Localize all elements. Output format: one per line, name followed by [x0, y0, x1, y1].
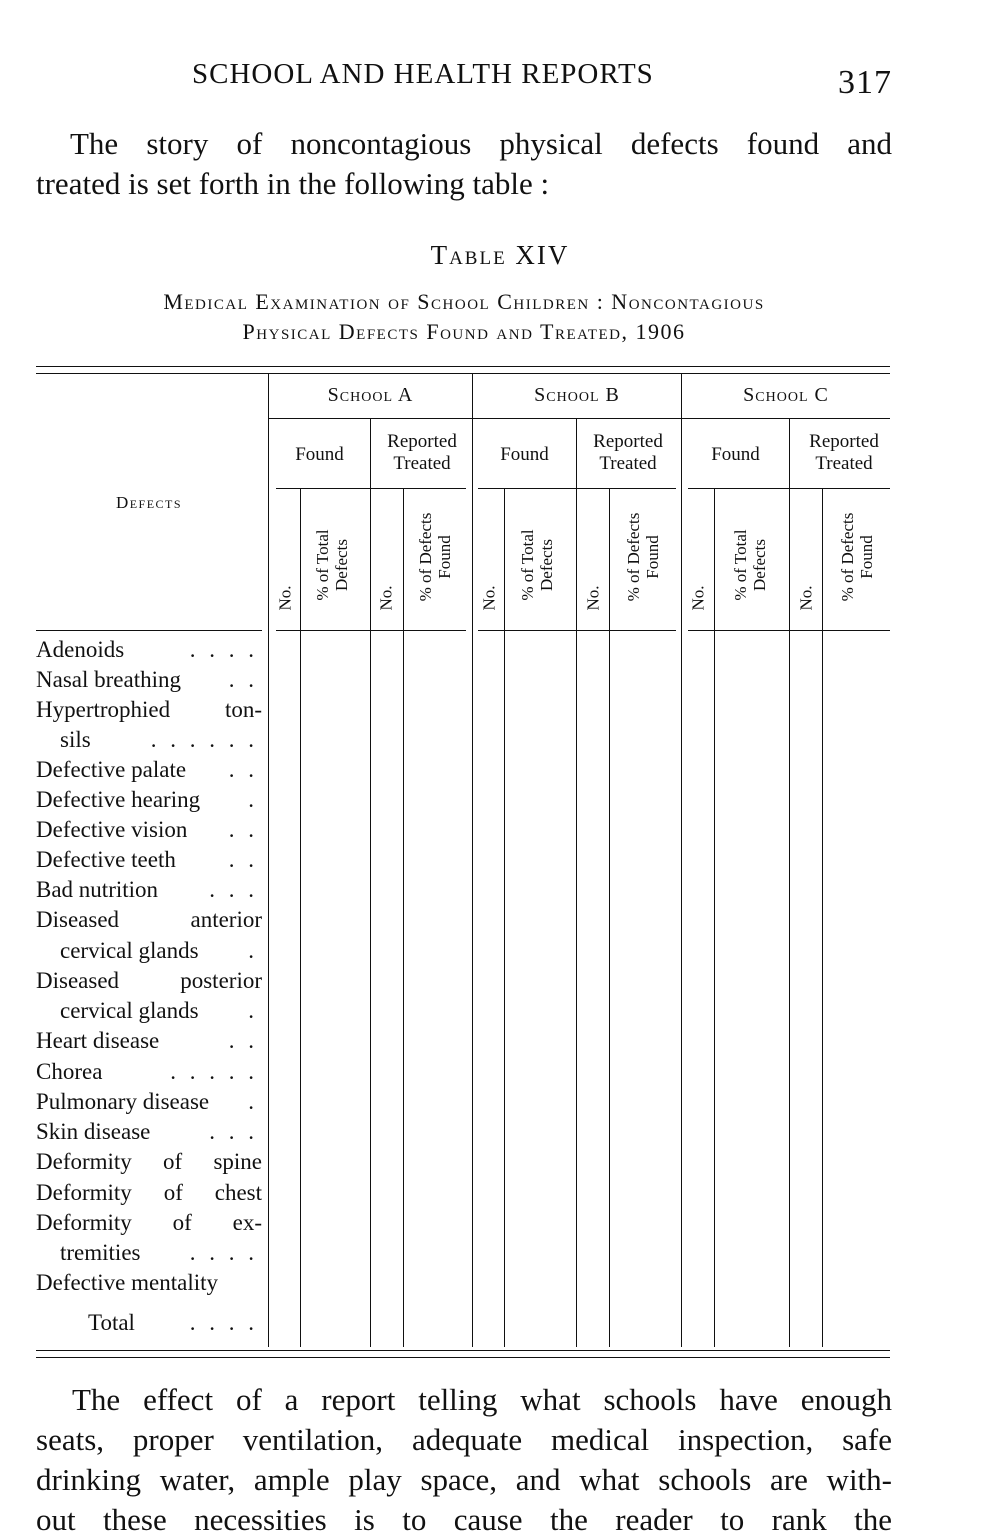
- row-leader-dots: . . .: [209, 1119, 258, 1144]
- school-divider-bc: [681, 373, 682, 1347]
- school-a-found-pct: % of Total Defects: [313, 529, 351, 601]
- row-leader-dots: . . . . . .: [150, 727, 258, 752]
- school-divider-ab: [472, 373, 473, 1347]
- row-label: cervical glands: [60, 998, 199, 1023]
- col-divider-b1: [504, 488, 505, 1347]
- table-caption-line-2: Physical Defects Found and Treated, 1906: [242, 319, 686, 344]
- row-label: Defective hearing: [36, 787, 201, 812]
- bottom-rule: [36, 1350, 890, 1351]
- colhead-rule-a: [276, 630, 466, 631]
- col-divider-b2: [609, 488, 610, 1347]
- subhead-rule-a: [276, 488, 466, 489]
- row-leader-dots: . .: [228, 1028, 258, 1053]
- row-label: Heart disease: [36, 1028, 160, 1053]
- row-leader-dots: . . .: [209, 877, 258, 902]
- table-caption-line-1: Medical Examination of School Children : Noncontagious: [163, 289, 765, 314]
- row-label: tremities: [60, 1240, 141, 1265]
- row-leader-dots: . .: [228, 847, 258, 872]
- school-c-found: Found: [711, 444, 760, 465]
- school-a-found: Found: [295, 444, 344, 465]
- table-label: Table XIV: [430, 240, 570, 270]
- row-label: Adenoids: [36, 637, 125, 662]
- row-label: Hypertrophied ton-: [36, 697, 262, 722]
- intro-line-1: The story of noncontagious physical defects found and: [70, 126, 892, 161]
- school-b-heading: School B: [534, 384, 620, 406]
- intro-paragraph: [36, 124, 892, 204]
- intro-line-2: treated is set forth in the following table :: [36, 166, 550, 201]
- bottom-rule-outer: [36, 1357, 890, 1358]
- row-label: Diseased posterior: [36, 968, 262, 993]
- row-label: Defective vision: [36, 817, 188, 842]
- row-leader-dots: .: [248, 1089, 258, 1114]
- found-treated-divider-b: [576, 418, 577, 1347]
- running-head: [0, 58, 1000, 101]
- school-a-treated-pct: % of Defects Found: [416, 512, 454, 602]
- closing-line-1: The effect of a report telling what schools have enough: [72, 1382, 892, 1417]
- school-c-found-pct: % of Total Defects: [731, 529, 769, 601]
- row-leader-dots: . . . . .: [170, 1059, 258, 1084]
- colhead-rule-b: [478, 630, 676, 631]
- row-leader-dots: .: [248, 787, 258, 812]
- closing-line-4: out these necessities is to cause the reader to rank the: [36, 1502, 892, 1537]
- school-c-heading: School C: [743, 384, 829, 406]
- school-row-rule: [268, 418, 890, 419]
- school-c-treated: Reported Treated: [809, 431, 879, 474]
- school-a-treated-no: No.: [376, 585, 396, 611]
- row-leader-dots: . . . .: [189, 1240, 258, 1265]
- row-leader-dots: . .: [228, 667, 258, 692]
- col-divider-c1: [714, 488, 715, 1347]
- row-label: cervical glands: [60, 938, 199, 963]
- row-label: Defective palate: [36, 757, 187, 782]
- closing-line-2: seats, proper ventilation, adequate medical inspection, safe: [36, 1422, 892, 1457]
- row-label: Deformity of ex-: [36, 1210, 262, 1235]
- row-label: Deformity of chest: [36, 1180, 262, 1205]
- page-number: 317: [838, 64, 892, 101]
- top-rule: [36, 366, 890, 367]
- stub-divider: [268, 373, 269, 1347]
- row-label: sils: [60, 727, 91, 752]
- found-treated-divider-c: [789, 418, 790, 1347]
- school-a-heading: School A: [327, 384, 414, 406]
- col-divider-c2: [822, 488, 823, 1347]
- row-leader-dots: . .: [228, 757, 258, 782]
- school-b-found-no: No.: [479, 585, 499, 611]
- school-b-treated-no: No.: [583, 585, 603, 611]
- school-a-treated: Reported Treated: [387, 431, 457, 474]
- school-c-treated-pct: % of Defects Found: [838, 512, 876, 602]
- col-divider-a1: [300, 488, 301, 1347]
- row-label: Defective mentality: [36, 1270, 219, 1295]
- row-label: Chorea: [36, 1059, 103, 1084]
- row-label: Skin disease: [36, 1119, 151, 1144]
- running-title: SCHOOL AND HEALTH REPORTS: [192, 58, 654, 90]
- stub-rule: [36, 630, 262, 631]
- row-leader-dots: . .: [228, 817, 258, 842]
- school-a-found-no: No.: [275, 585, 295, 611]
- school-b-treated: Reported Treated: [593, 431, 663, 474]
- school-b-treated-pct: % of Defects Found: [624, 512, 662, 602]
- found-treated-divider-a: [370, 418, 371, 1347]
- row-leader-dots: .: [248, 938, 258, 963]
- row-label: Pulmonary disease: [36, 1089, 210, 1114]
- top-rule-inner: [36, 373, 890, 374]
- row-leader-dots: . . . .: [189, 1310, 258, 1335]
- row-label: Diseased anterior: [36, 907, 262, 932]
- row-leader-dots: . . . .: [189, 637, 258, 662]
- total-label: Total: [88, 1310, 135, 1335]
- defects-heading: Defects: [115, 493, 183, 512]
- school-b-found-pct: % of Total Defects: [518, 529, 556, 601]
- row-label: Defective teeth: [36, 847, 176, 872]
- col-divider-a2: [403, 488, 404, 1347]
- school-c-found-no: No.: [688, 585, 708, 611]
- row-label: Bad nutrition: [36, 877, 159, 902]
- school-b-found: Found: [500, 444, 549, 465]
- row-label: Deformity of spine: [36, 1149, 262, 1174]
- subhead-rule-b: [478, 488, 676, 489]
- closing-line-3: drinking water, ample play space, and what schools are with-: [36, 1462, 892, 1497]
- school-c-treated-no: No.: [796, 585, 816, 611]
- closing-paragraph: [36, 1380, 892, 1540]
- row-label: Nasal breathing: [36, 667, 181, 692]
- row-leader-dots: .: [248, 998, 258, 1023]
